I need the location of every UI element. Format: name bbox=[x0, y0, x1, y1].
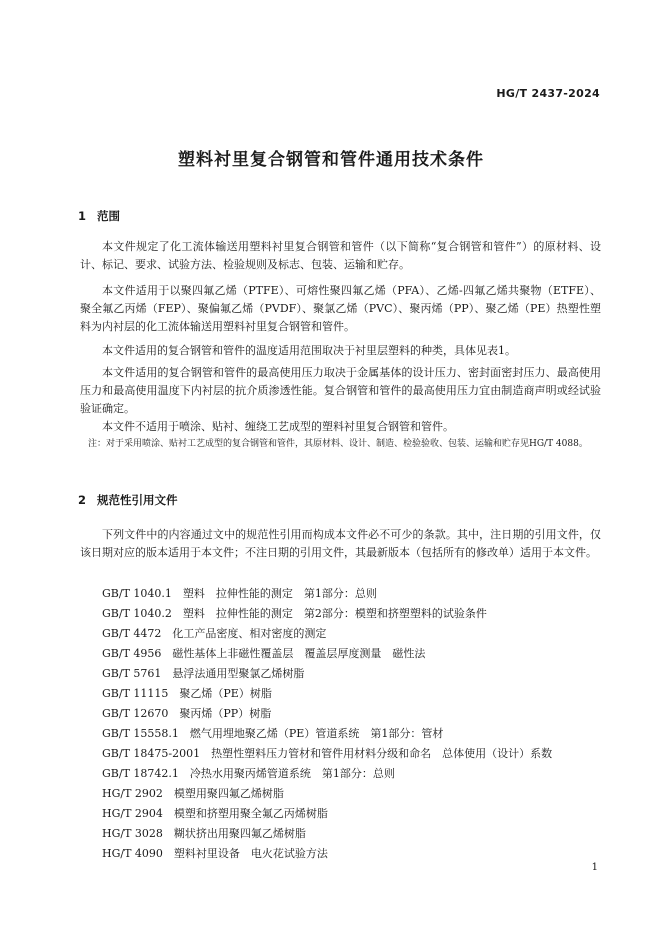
reference-code: HG/T 2904 bbox=[102, 807, 163, 820]
reference-code: GB/T 12670 bbox=[102, 707, 169, 720]
reference-title: 化工产品密度、相对密度的测定 bbox=[172, 627, 327, 640]
reference-title: 塑料衬里设备 电火花试验方法 bbox=[173, 847, 328, 860]
scope-paragraph: 本文件适用于以聚四氟乙烯（PTFE）、可熔性聚四氟乙烯（PFA）、乙烯-四氟乙烯共聚物（ETFE）、聚全氟乙丙烯（FEP）、聚偏氟乙烯（PVDF）、聚氯乙烯（PVC）、聚丙烯（PP）、聚乙烯（PE）热塑性塑料为内衬层的化工流体输送用塑料衬里复合钢管和管件。 bbox=[80, 284, 601, 333]
reference-title: 热塑性塑料压力管材和管件用材料分级和命名 总体使用（设计）系数 bbox=[211, 747, 553, 760]
reference-title: 聚丙烯（PP）树脂 bbox=[179, 707, 272, 720]
reference-item bbox=[102, 624, 552, 644]
reference-item bbox=[102, 644, 552, 664]
reference-list bbox=[102, 584, 552, 864]
reference-item bbox=[102, 784, 552, 804]
reference-title: 塑料 拉伸性能的测定 第2部分：模塑和挤塑塑料的试验条件 bbox=[182, 607, 487, 620]
reference-item bbox=[102, 724, 552, 744]
section-number: 2 bbox=[78, 493, 87, 507]
scope-paragraph: 本文件规定了化工流体输送用塑料衬里复合钢管和管件（以下简称“复合钢管和管件”）的原材料、设计、标记、要求、试验方法、检验规则及标志、包装、运输和贮存。 bbox=[80, 240, 601, 271]
reference-item bbox=[102, 704, 552, 724]
reference-item bbox=[102, 684, 552, 704]
reference-code: HG/T 2902 bbox=[102, 787, 163, 800]
reference-code: GB/T 4472 bbox=[102, 627, 162, 640]
section-title: 规范性引用文件 bbox=[97, 493, 178, 507]
reference-code: HG/T 4090 bbox=[102, 847, 163, 860]
scope-paragraph: 本文件不适用于喷涂、贴衬、缠绕工艺成型的塑料衬里复合钢管和管件。 bbox=[102, 420, 454, 433]
reference-title: 冷热水用聚丙烯管道系统 第1部分：总则 bbox=[189, 767, 395, 780]
reference-item bbox=[102, 764, 552, 784]
reference-code: GB/T 1040.2 bbox=[102, 607, 172, 620]
section-title: 范围 bbox=[97, 209, 120, 223]
references-intro-paragraph: 下列文件中的内容通过文中的规范性引用而构成本文件必不可少的条款。其中，注日期的引用文件，仅该日期对应的版本适用于本文件；不注日期的引用文件，其最新版本（包括所有的修改单）适用于本文件。 bbox=[80, 528, 601, 559]
section-number: 1 bbox=[78, 209, 87, 223]
section-heading-scope bbox=[78, 208, 120, 224]
reference-item bbox=[102, 744, 552, 764]
reference-item bbox=[102, 844, 552, 864]
reference-title: 糊状挤出用聚四氟乙烯树脂 bbox=[173, 827, 306, 840]
reference-title: 燃气用埋地聚乙烯（PE）管道系统 第1部分：管材 bbox=[189, 727, 444, 740]
page-number: 1 bbox=[591, 862, 598, 873]
reference-code: GB/T 11115 bbox=[102, 687, 169, 700]
reference-item bbox=[102, 804, 552, 824]
scope-paragraph: 本文件适用的复合钢管和管件的温度适用范围取决于衬里层塑料的种类，具体见表1。 bbox=[102, 344, 516, 357]
section-heading-normative-references bbox=[78, 492, 178, 508]
reference-title: 聚乙烯（PE）树脂 bbox=[179, 687, 272, 700]
standard-number: HG/T 2437-2024 bbox=[496, 87, 600, 100]
reference-item bbox=[102, 664, 552, 684]
scope-note: 注：对于采用喷涂、贴衬工艺成型的复合钢管和管件，其原材料、设计、制造、检验验收、包装、运输和贮存见HG/T 4088。 bbox=[88, 439, 588, 449]
reference-title: 磁性基体上非磁性覆盖层 覆盖层厚度测量 磁性法 bbox=[172, 647, 426, 660]
reference-code: GB/T 5761 bbox=[102, 667, 162, 680]
reference-code: GB/T 4956 bbox=[102, 647, 162, 660]
reference-code: GB/T 1040.1 bbox=[102, 587, 172, 600]
scope-paragraph: 本文件适用的复合钢管和管件的最高使用压力取决于金属基体的设计压力、密封面密封压力、最高使用压力和最高使用温度下内衬层的抗介质渗透性能。复合钢管和管件的最高使用压力宜由制造商声明或经试验验证确定。 bbox=[80, 366, 601, 415]
reference-item bbox=[102, 584, 552, 604]
reference-code: GB/T 18742.1 bbox=[102, 767, 179, 780]
reference-item bbox=[102, 604, 552, 624]
reference-title: 模塑用聚四氟乙烯树脂 bbox=[173, 787, 284, 800]
document-title: 塑料衬里复合钢管和管件通用技术条件 bbox=[178, 150, 484, 170]
reference-code: GB/T 18475-2001 bbox=[102, 747, 201, 760]
reference-item bbox=[102, 824, 552, 844]
reference-title: 模塑和挤塑用聚全氟乙丙烯树脂 bbox=[173, 807, 328, 820]
reference-title: 悬浮法通用型聚氯乙烯树脂 bbox=[172, 667, 305, 680]
reference-title: 塑料 拉伸性能的测定 第1部分：总则 bbox=[182, 587, 377, 600]
reference-code: GB/T 15558.1 bbox=[102, 727, 179, 740]
reference-code: HG/T 3028 bbox=[102, 827, 163, 840]
